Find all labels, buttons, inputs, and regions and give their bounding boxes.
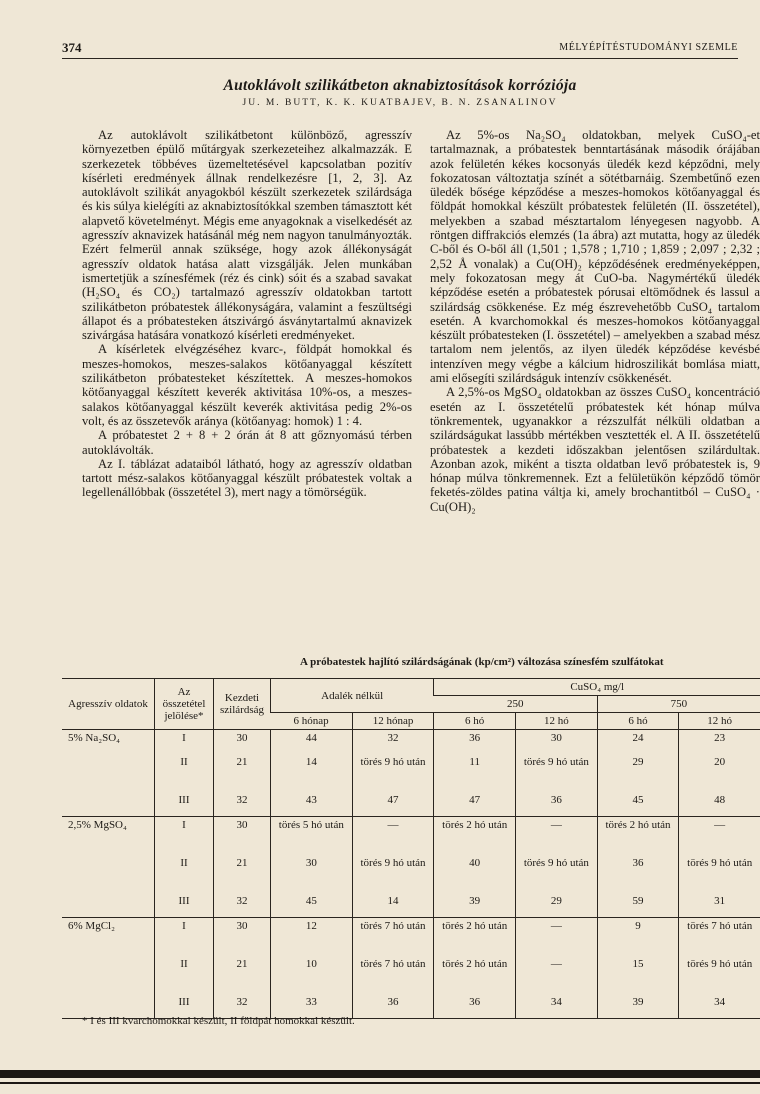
header-composition: Az összetétel jelölése* [155, 679, 214, 730]
header-no-additive: Adalék nélkül [271, 679, 434, 713]
cell-comp: II [155, 855, 214, 893]
cell-c2: törés 7 hó után [352, 956, 434, 994]
header-cuso4: CuSO₄ mg/l [434, 679, 760, 696]
cell-c1: 10 [271, 956, 353, 994]
cell-c5: 59 [597, 893, 679, 918]
cell-comp: III [155, 792, 214, 817]
cell-c1: 33 [271, 994, 353, 1019]
cell-agent: 6% MgCl₂ [68, 920, 115, 932]
cell-c3: 47 [434, 792, 516, 817]
cell-init: 21 [214, 754, 271, 792]
cell-c3: törés 2 hó után [434, 817, 516, 856]
cell-c4: — [516, 956, 598, 994]
left-column [82, 128, 412, 500]
cell-agent [62, 754, 155, 792]
cell-c5: 36 [597, 855, 679, 893]
cell-init: 30 [214, 730, 271, 755]
cell-comp: I [155, 918, 214, 957]
table-body [62, 730, 760, 1019]
cell-c5: törés 2 hó után [597, 817, 679, 856]
cell-c6: törés 7 hó után [679, 918, 760, 957]
cell-c1: 12 [271, 918, 353, 957]
cell-c5: 9 [597, 918, 679, 957]
cell-c6: törés 9 hó után [679, 956, 760, 994]
cell-c5: 15 [597, 956, 679, 994]
cell-c1: 14 [271, 754, 353, 792]
cell-c1: törés 5 hó után [271, 817, 353, 856]
cell-c1: 30 [271, 855, 353, 893]
paragraph: Az I. táblázat adataiból látható, hogy az agresszív oldatban tartott mész-salakos kötőanyaggal készült próbatestek voltak a legellenállóbbak (összetétel 3), mert nagy a tömörségük. [82, 456, 412, 500]
right-column [430, 128, 760, 514]
table-caption: A próbatestek hajlító szilárdságának (kp/cm²) változása színesfém szulfátokat [300, 656, 664, 668]
cell-agent [62, 855, 155, 893]
cell-c2: törés 9 hó után [352, 855, 434, 893]
table-footnote: * I és III kvarchomokkal készült, II földpát homokkal készült. [82, 1015, 355, 1027]
cell-init: 21 [214, 956, 271, 994]
cell-comp: II [155, 754, 214, 792]
paragraph: A próbatestet 2 + 8 + 2 órán át 8 att gőznyomású térben autoklávolták. [82, 428, 412, 457]
cell-c4: 34 [516, 994, 598, 1019]
cell-c1: 45 [271, 893, 353, 918]
header-conc-250: 250 [434, 696, 597, 713]
cell-c4: — [516, 918, 598, 957]
cell-c6: törés 9 hó után [679, 855, 760, 893]
cell-c5: 29 [597, 754, 679, 792]
cell-c3: törés 2 hó után [434, 918, 516, 957]
table-row [62, 956, 760, 994]
article-title: Autoklávolt szilikátbeton aknabiztosítások korróziója [223, 77, 577, 94]
cell-agent [62, 956, 155, 994]
cell-agent [62, 893, 155, 918]
cell-c3: törés 2 hó után [434, 956, 516, 994]
strength-table [62, 678, 760, 1019]
cell-c1: 43 [271, 792, 353, 817]
article-authors: JU. M. BUTT, K. K. KUATBAJEV, B. N. ZSANALINOV [242, 98, 558, 108]
cell-c4: törés 9 hó után [516, 754, 598, 792]
cell-init: 32 [214, 893, 271, 918]
cell-c3: 39 [434, 893, 516, 918]
cell-c2: 14 [352, 893, 434, 918]
header-12-ho: 12 hó [516, 713, 598, 730]
cell-init: 21 [214, 855, 271, 893]
header-6-month: 6 hónap [271, 713, 353, 730]
cell-c4: 30 [516, 730, 598, 755]
header-12-ho: 12 hó [679, 713, 760, 730]
cell-c6: 48 [679, 792, 760, 817]
cell-c5: 39 [597, 994, 679, 1019]
cell-c2: 32 [352, 730, 434, 755]
table-row [62, 817, 760, 856]
table-row [62, 730, 760, 755]
header-12-month: 12 hónap [352, 713, 434, 730]
cell-c6: 34 [679, 994, 760, 1019]
paragraph: A 2,5%-os MgSO₄ oldatokban az összes CuSO₄ koncentráció esetén az I. összetételű próbatestek két hónap múlva tönkrementek, ugyanakkor a rézszulfát nélküli oldatban a szilárdságukat lassúbb mértékben vesztették el. A II. összetételű próbatestek a kezdeti időszakban jelentősen szilárdultak. Azonban azok, miként a tiszta oldatban levő próbatestek is, 9 hónap múlva tönkremennek. Ezt a felületükön képződő tömör feketés-zöldes patina váltja ki, amely brochantitból – CuSO₄ · Cu(OH)₂ [430, 385, 760, 514]
table-row [62, 754, 760, 792]
cell-init: 32 [214, 792, 271, 817]
page-number: 374 [62, 40, 82, 55]
paragraph: Az autoklávolt szilikátbetont különböző, agresszív környezetben épülő műtárgyak szerkezeteihez alkalmazzák. E szerkezetek többéves üzemeltetésével kapcsolatban pozitív kísérleti eredmények állnak rendelkezésre [1, 2, 3]. Az autoklávolt szilikát anyagokból készült szerkezetek szilárdsága és kis súlya kielégíti az aknabiztosítókkal szemben támasztott két alapvető követelményt. Mégis eme anyagoknak a viselkedését az agresszív aknavizek hatásánál még nem nagyon tanulmányozták. Ezért felmerül annak szüksége, hogy azok állékonyságát agresszív oldatok hatása alatt vizsgálják. Jelen munkában ismertetjük a színesfémek (réz és cink) sóit és a szabad savakat (H₂SO₄ és CO₂) tartalmazó agresszív oldatokban tartott szilikátbeton próbatestek állékonyságára, valamint a feszültségi állapot és a próbatesteken átszivárgó ásványtartalmú aknavizek szivárgása hatására vonatkozó kísérleti eredményeket. [82, 128, 412, 343]
journal-name: MÉLYÉPÍTÉSTUDOMÁNYI SZEMLE [559, 42, 738, 53]
paragraph: A kísérletek elvégzéséhez kvarc-, földpát homokkal és meszes-homokos, meszes-salakos kötőanyaggal készített szilikátbeton próbatesteket készítettek. A meszes-homokos kötőanyaggal készített keverék aktivitása 10%-os, a meszes-salakos kötőanyaggal készült keverék aktivitása pedig 2%-os volt, és az összetevők aránya (kötőanyag: homok) 1 : 4. [82, 342, 412, 428]
cell-c6: 20 [679, 754, 760, 792]
cell-init: 30 [214, 918, 271, 957]
cell-init: 32 [214, 994, 271, 1019]
header-initial-strength: Kezdeti szilárdság [214, 679, 271, 730]
cell-c2: 47 [352, 792, 434, 817]
cell-c4: 29 [516, 893, 598, 918]
cell-c2: 36 [352, 994, 434, 1019]
cell-c3: 11 [434, 754, 516, 792]
cell-c6: 31 [679, 893, 760, 918]
cell-c2: törés 9 hó után [352, 754, 434, 792]
header-6-ho: 6 hó [434, 713, 516, 730]
header-agent: Agresszív oldatok [62, 679, 155, 730]
cell-c4: törés 9 hó után [516, 855, 598, 893]
cell-c5: 45 [597, 792, 679, 817]
header-6-ho: 6 hó [597, 713, 679, 730]
cell-agent: 2,5% MgSO₄ [68, 819, 127, 831]
cell-agent: 5% Na₂SO₄ [68, 732, 120, 744]
cell-init: 30 [214, 817, 271, 856]
cell-agent [62, 792, 155, 817]
header-conc-750: 750 [597, 696, 760, 713]
paragraph: Az 5%-os Na₂SO₄ oldatokban, melyek CuSO₄-et tartalmaznak, a próbatestek benntartásának második órájában azok felületén kékes kocsonyás üledék kezd képződni, mely fokozatosan változtatja színét a sötétbarnáig. Szembetűnő ezen üledék bősége képződése a meszes-homokos kötőanyaggal és földpát homokkal készült próbatestek felületén (II. összetétel), melyekben a szabad mésztartalom lényegesen nagyobb. A röntgen diffrakciós elemzés (1a ábra) azt mutatta, hogy az üledék C-ből és O-ből áll (1,501 ; 1,578 ; 1,710 ; 1,859 ; 2,097 ; 2,32 ; 2,52 Å vonalak) a Cu(OH)₂ képződésének eredményeképpen, mely fokozatosan megy át CuO-ba. Nagymértékű üledék képződése esetén a próbatestek pórusai eltömődnek és lassul a szilárdság csökkenése. Ez még észrevehetőbb CuSO₄ tartalom esetén. A kvarchomokkal és meszes-homokos kötőanyaggal készült próbatesteken (I. összetétel) – amelyekben a szabad mész tartalom nem jelentős, az ilyen üledék képződése kevésbé intenzíven megy végbe a kálcium hidroszilikát bomlása miatt, ami elősegíti szilárdságuk intenzív csökkenését. [430, 128, 760, 386]
cell-comp: II [155, 956, 214, 994]
cell-c5: 24 [597, 730, 679, 755]
cell-comp: III [155, 994, 214, 1019]
table-row [62, 893, 760, 918]
cell-c2: — [352, 817, 434, 856]
cell-comp: I [155, 730, 214, 755]
table-row [62, 855, 760, 893]
table-row [62, 792, 760, 817]
cell-c3: 36 [434, 730, 516, 755]
cell-c3: 40 [434, 855, 516, 893]
cell-c3: 36 [434, 994, 516, 1019]
cell-c6: — [679, 817, 760, 856]
cell-comp: I [155, 817, 214, 856]
running-header [62, 40, 738, 59]
bottom-rule [0, 1070, 760, 1078]
cell-c2: törés 7 hó után [352, 918, 434, 957]
cell-c1: 44 [271, 730, 353, 755]
cell-c4: — [516, 817, 598, 856]
cell-comp: III [155, 893, 214, 918]
bottom-rule [0, 1082, 760, 1084]
table-row [62, 918, 760, 957]
cell-c4: 36 [516, 792, 598, 817]
cell-c6: 23 [679, 730, 760, 755]
